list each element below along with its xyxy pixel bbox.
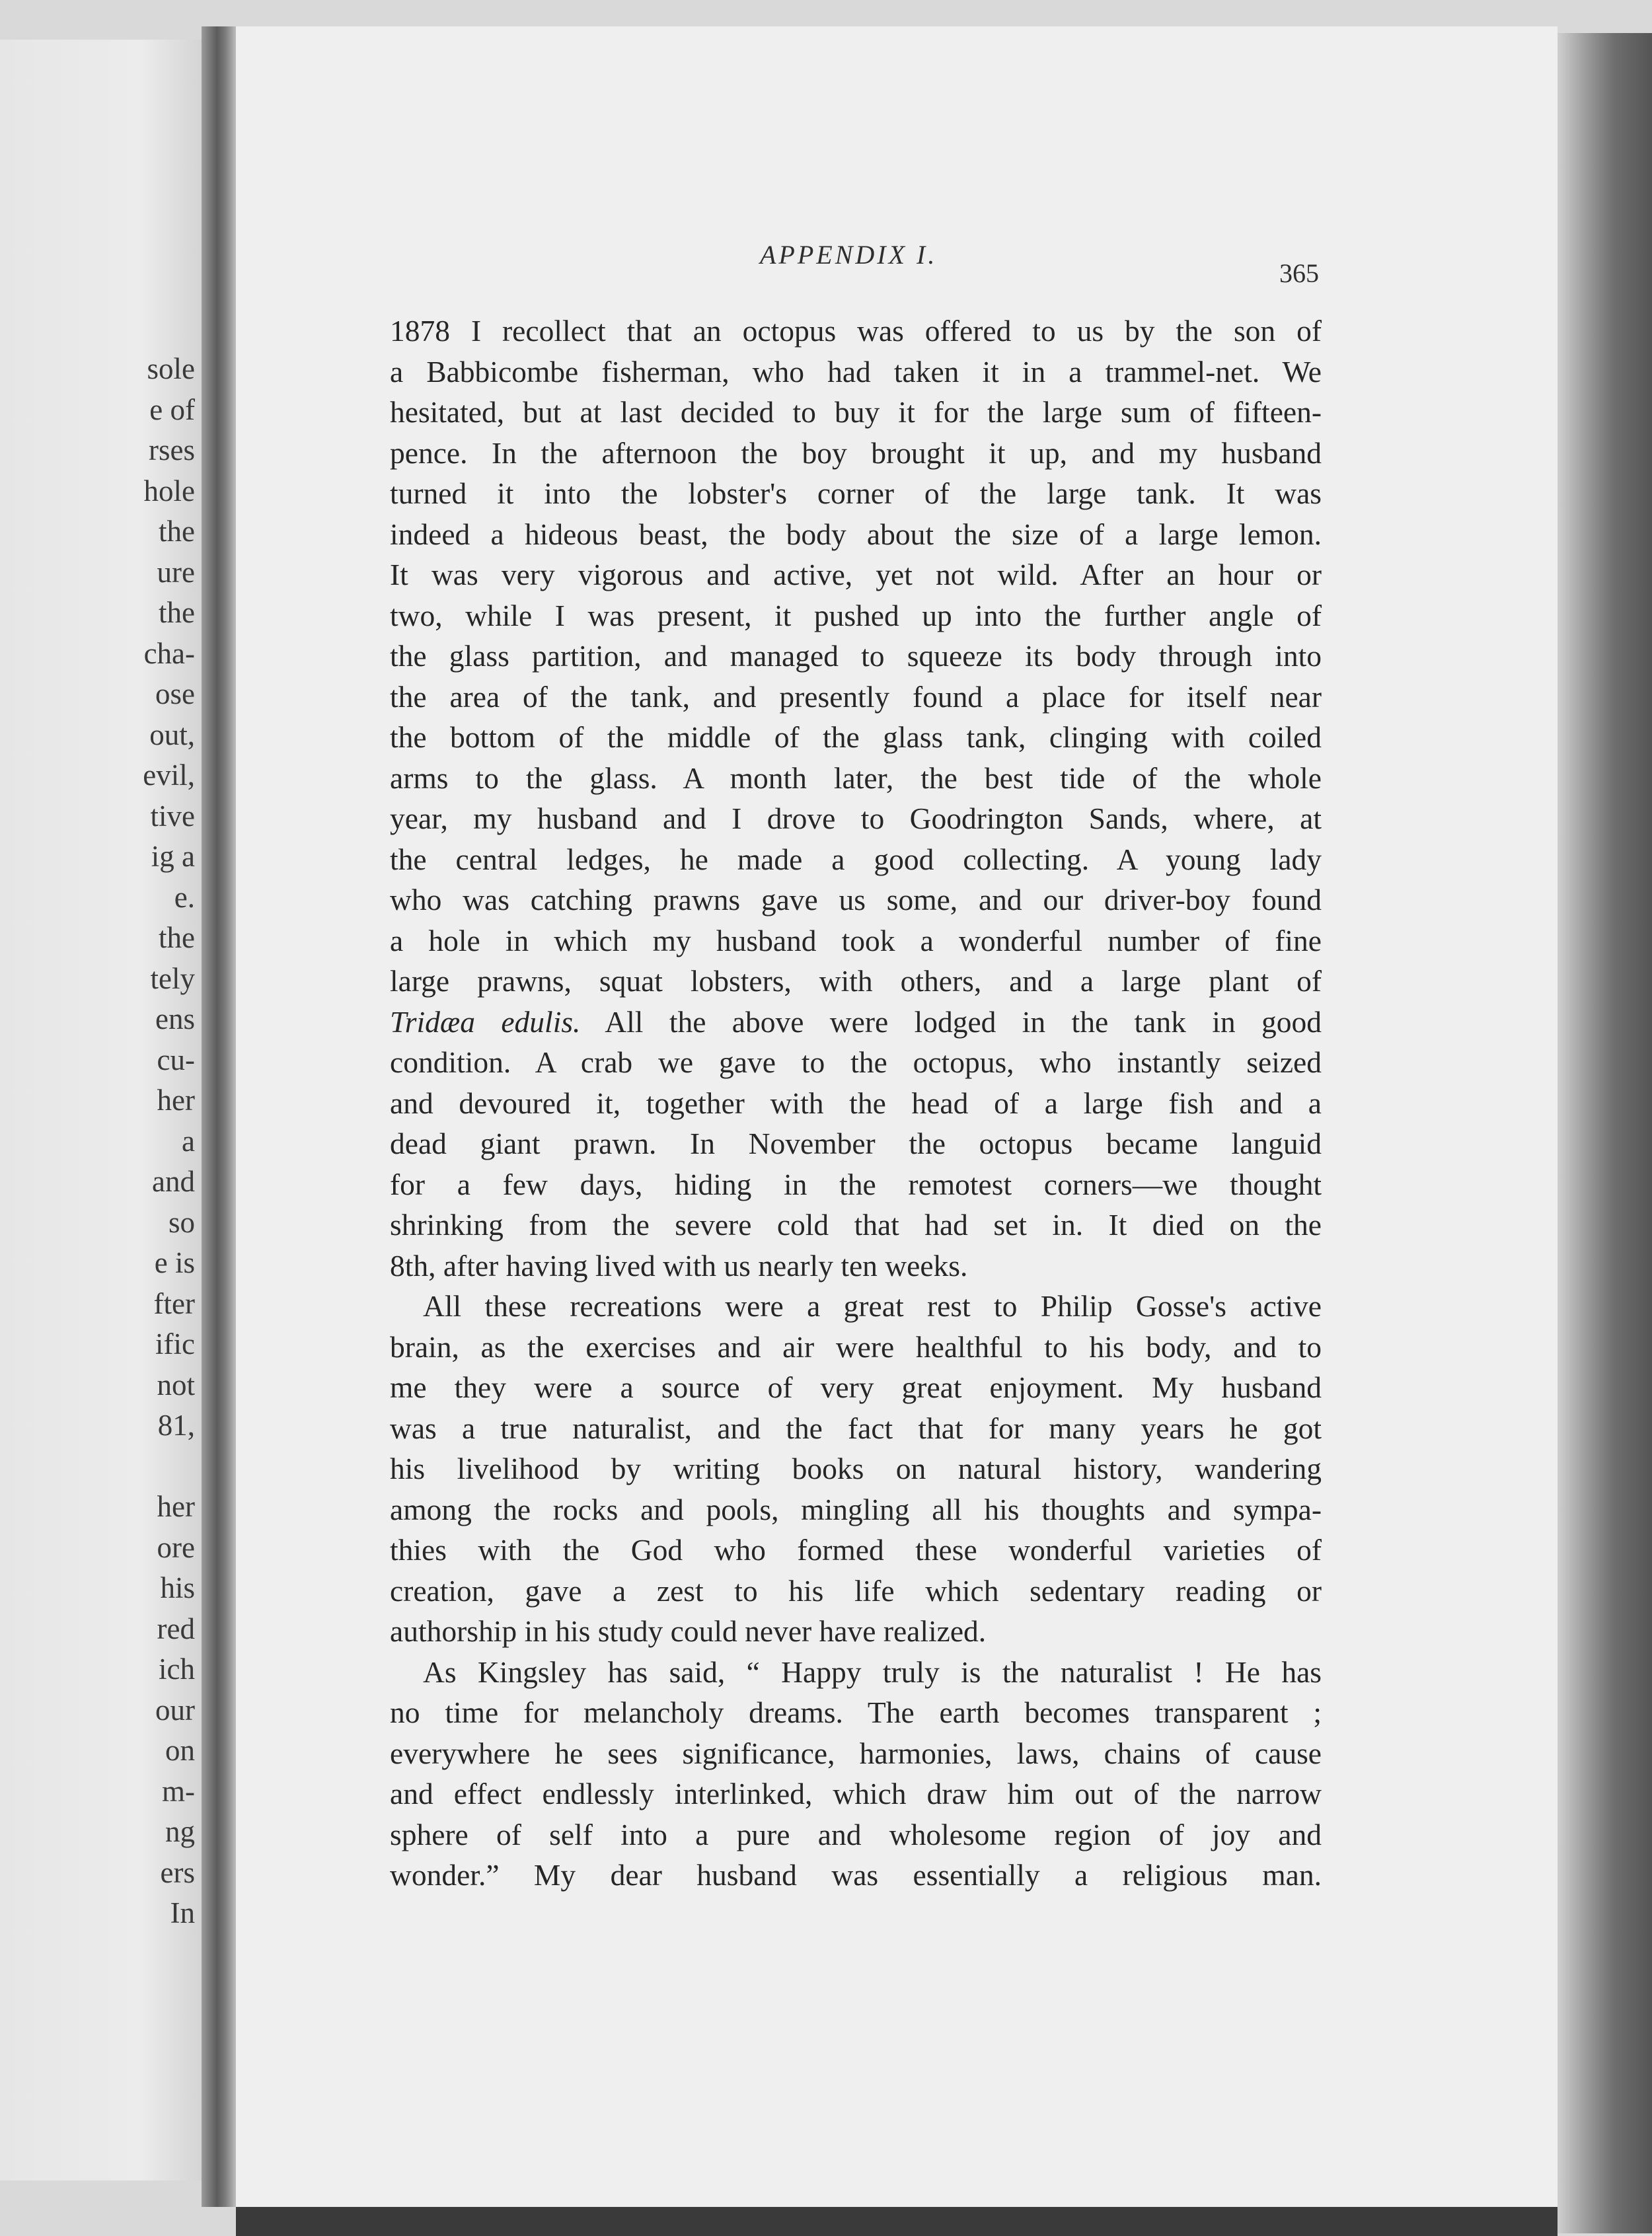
left-page-fragment: cu-: [157, 1043, 195, 1076]
left-page-fragment: e is: [154, 1246, 195, 1279]
left-page-fragment: his: [160, 1571, 195, 1604]
italic-species-name: Tridæa edulis.: [390, 1004, 581, 1039]
text-line: thies with the God who formed these wonderful varieties of: [390, 1533, 1322, 1567]
text-line: arms to the glass. A month later, the best tide of the whole: [390, 761, 1322, 795]
text-line: and effect endlessly interlinked, which draw him out of the narrow: [390, 1777, 1322, 1810]
left-page-fragment: so: [168, 1205, 195, 1239]
text-line: among the rocks and pools, mingling all his thoughts and sympa-: [390, 1492, 1322, 1526]
text-line: condition. A crab we gave to the octopus, who instantly seized: [390, 1045, 1322, 1079]
left-page: [0, 40, 202, 2180]
left-page-fragment: red: [157, 1612, 195, 1645]
text-line: hesitated, but at last decided to buy it for the large sum of fifteen-: [390, 395, 1322, 429]
text-line: wonder.” My dear husband was essentially a religious man.: [390, 1858, 1322, 1892]
left-page-fragment: out,: [149, 718, 195, 751]
text-line: dead giant prawn. In November the octopus became languid: [390, 1127, 1322, 1160]
text-line: large prawns, squat lobsters, with others, and a large plant of: [390, 964, 1322, 998]
text-line: for a few days, hiding in the remotest corners—we thought: [390, 1167, 1322, 1201]
text-line: two, while I was present, it pushed up into the further angle of: [390, 598, 1322, 632]
left-page-fragment: hole: [143, 474, 195, 507]
text-line: me they were a source of very great enjoyment. My husband: [390, 1370, 1322, 1404]
text-line: the area of the tank, and presently found a place for itself near: [390, 679, 1322, 714]
left-page-fragment: her: [157, 1490, 195, 1523]
text-line: a hole in which my husband took a wonderful number of fine: [390, 923, 1322, 957]
text-line: authorship in his study could never have realized.: [390, 1614, 987, 1648]
left-page-fragment: tive: [150, 799, 195, 833]
left-page-fragment: cha-: [143, 636, 195, 670]
left-page-fragment: sole: [147, 352, 195, 385]
left-page-fragment: m-: [162, 1774, 195, 1808]
text-line: everywhere he sees significance, harmonies, laws, chains of cause: [390, 1736, 1322, 1770]
left-page-fragment: 81,: [157, 1409, 195, 1442]
text-line: pence. In the afternoon the boy brought it up, and my husband: [390, 435, 1322, 470]
text-line: no time for melancholy dreams. The earth becomes transparent ;: [390, 1696, 1322, 1729]
left-page-fragment: [143, 1446, 195, 1487]
left-page-fragment: ific: [155, 1327, 195, 1360]
left-page-fragment: our: [155, 1693, 195, 1727]
text-line: sphere of self into a pure and wholesome region of joy and: [390, 1817, 1322, 1851]
text-line: brain, as the exercises and air were healthful to his body, and to: [390, 1329, 1322, 1364]
text-line-rest: All the above were lodged in the tank in good: [580, 1004, 1322, 1039]
left-page-fragment: ore: [157, 1530, 195, 1564]
text-line: turned it into the lobster's corner of the large tank. It was: [390, 476, 1322, 510]
left-page-fragment: e of: [149, 392, 195, 426]
text-line: his livelihood by writing books on natural history, wandering: [390, 1452, 1322, 1485]
book-gutter: [202, 26, 236, 2207]
left-page-fragment: ose: [155, 677, 195, 710]
page-edge-right: [1558, 33, 1652, 2233]
left-page-text-fragments: [143, 349, 195, 1934]
left-page-fragment: ng: [165, 1815, 195, 1848]
left-page-fragment: ers: [160, 1855, 195, 1889]
text-line: the central ledges, he made a good collecting. A young lady: [390, 842, 1322, 876]
left-page-fragment: the: [159, 596, 195, 629]
left-page-fragment: ig a: [151, 840, 195, 873]
left-page-fragment: e.: [174, 880, 195, 914]
running-head: APPENDIX I.: [760, 240, 938, 270]
text-line: creation, gave a zest to his life which sedentary reading or: [390, 1573, 1322, 1608]
left-page-fragment: In: [170, 1896, 195, 1929]
text-line: was a true naturalist, and the fact that for many years he got: [390, 1411, 1322, 1445]
left-page-fragment: ich: [159, 1653, 195, 1686]
left-page-fragment: her: [157, 1084, 195, 1117]
text-line: a Babbicombe fisherman, who had taken it in a trammel-net. We: [390, 354, 1322, 389]
text-line: indeed a hideous beast, the body about the size of a large lemon.: [390, 517, 1322, 551]
text-line: 1878 I recollect that an octopus was offered to us by the son of: [390, 314, 1322, 348]
left-page-fragment: on: [165, 1734, 195, 1767]
left-page-fragment: a: [182, 1124, 195, 1158]
left-page-fragment: fter: [153, 1286, 195, 1320]
text-line: 8th, after having lived with us nearly ten weeks.: [390, 1248, 968, 1283]
body-text: [390, 311, 1322, 1896]
text-line: As Kingsley has said, “ Happy truly is the naturalist ! He has: [423, 1655, 1322, 1689]
page-shadow-bottom: [236, 2207, 1558, 2236]
left-page-fragment: ure: [157, 555, 195, 589]
left-page-fragment: tely: [150, 961, 195, 995]
left-page-fragment: rses: [149, 433, 195, 466]
left-page-fragment: evil,: [143, 759, 195, 792]
text-line: and devoured it, together with the head of a large fish and a: [390, 1086, 1322, 1120]
left-page-fragment: the: [159, 921, 195, 954]
left-page-fragment: the: [159, 515, 195, 548]
text-line: shrinking from the severe cold that had set in. It died on the: [390, 1208, 1322, 1242]
text-line: It was very vigorous and active, yet not wild. After an hour or: [390, 558, 1322, 591]
text-line: [390, 1002, 1322, 1043]
text-line: who was catching prawns gave us some, and our driver-boy found: [390, 883, 1322, 916]
text-line: the bottom of the middle of the glass tank, clinging with coiled: [390, 720, 1322, 754]
left-page-fragment: ens: [155, 1002, 195, 1035]
text-line: year, my husband and I drove to Goodrington Sands, where, at: [390, 801, 1322, 835]
text-line: the glass partition, and managed to squeeze its body through into: [390, 639, 1322, 673]
left-page-fragment: not: [157, 1368, 195, 1401]
text-line: All these recreations were a great rest to Philip Gosse's active: [423, 1289, 1322, 1323]
left-page-fragment: and: [152, 1165, 195, 1198]
page-number: 365: [1279, 258, 1319, 288]
